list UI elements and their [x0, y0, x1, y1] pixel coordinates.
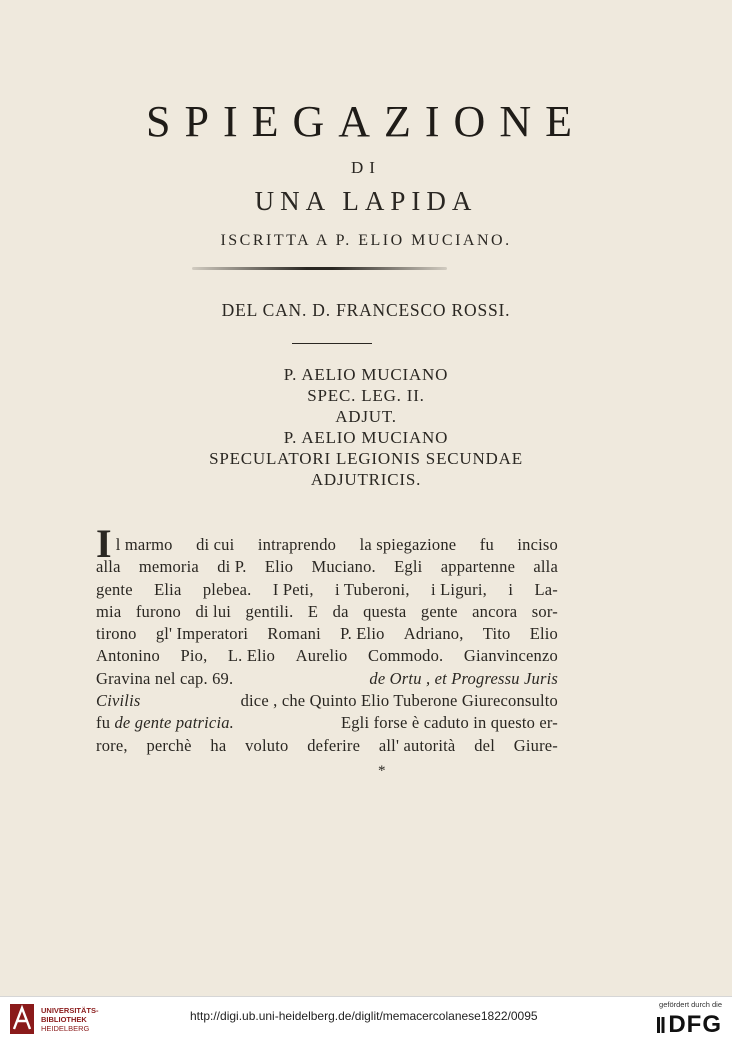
divider-rule [292, 343, 372, 344]
ornamental-rule [192, 267, 447, 270]
body-line: rore, perchè ha voluto deferire all' autorità del Giure- [96, 735, 558, 755]
inscription-line: P. AELIO MUCIANO [283, 365, 449, 384]
dfg-letters: DFG [668, 1011, 722, 1038]
signature-mark: * [378, 763, 386, 779]
body-line: Civilis dice , che Quinto Elio Tuberone Giureconsulto [96, 691, 558, 711]
body-line: gente Elia plebea. I Peti, i Tuberoni, i Liguri, i La- [96, 579, 558, 599]
body-line: fu de gente patricia. Egli forse è caduto in questo er- [96, 713, 558, 733]
body-line: Gravina nel cap. 69. de Ortu , et Progressu Juris [96, 668, 558, 688]
dfg-funding-logo[interactable] [656, 1000, 722, 1039]
body-paragraph [96, 521, 558, 757]
author-line: DEL CAN. D. FRANCESCO ROSSI. [221, 300, 511, 320]
viewer-footer [0, 996, 732, 1048]
title-spiegazione: SPIEGAZIONE [146, 97, 586, 146]
library-name: UNIVERSITÄTS- BIBLIOTHEK HEIDELBERG [41, 1005, 99, 1033]
inscription-line: ADJUTRICIS. [310, 470, 422, 489]
body-line: alla memoria di P. Elio Muciano. Egli appartenne alla [96, 557, 558, 577]
body-line: Il marmo di cui intraprendo la spiegazione fu inciso [96, 521, 558, 566]
library-emblem-icon [9, 1003, 35, 1035]
title-di: DI [351, 158, 381, 177]
permalink-url[interactable]: http://digi.ub.uni-heidelberg.de/diglit/memacercolanese1822/0095 [190, 1009, 538, 1023]
dfg-emblem-icon [656, 1014, 666, 1036]
inscription-line: ADJUT. [335, 407, 397, 426]
body-line: tirono gl' Imperatori Romani P. Elio Adriano, Tito Elio [96, 624, 558, 644]
university-library-logo[interactable] [9, 1003, 99, 1035]
inscription-block [0, 364, 732, 490]
inscription-line: SPEC. LEG. II. [307, 386, 425, 405]
dfg-caption: gefördert durch die [659, 1000, 722, 1009]
body-line: mia furono di lui gentili. E da questa gente ancora sor- [96, 601, 558, 621]
body-line: Antonino Pio, L. Elio Aurelio Commodo. Gianvincenzo [96, 646, 558, 666]
title-una-lapida: UNA LAPIDA [254, 186, 478, 216]
drop-cap: I [96, 521, 112, 566]
title-iscritta: ISCRITTA A P. ELIO MUCIANO. [220, 232, 512, 249]
inscription-line: P. AELIO MUCIANO [283, 428, 449, 447]
inscription-line: SPECULATORI LEGIONIS SECUNDAE [209, 449, 523, 468]
